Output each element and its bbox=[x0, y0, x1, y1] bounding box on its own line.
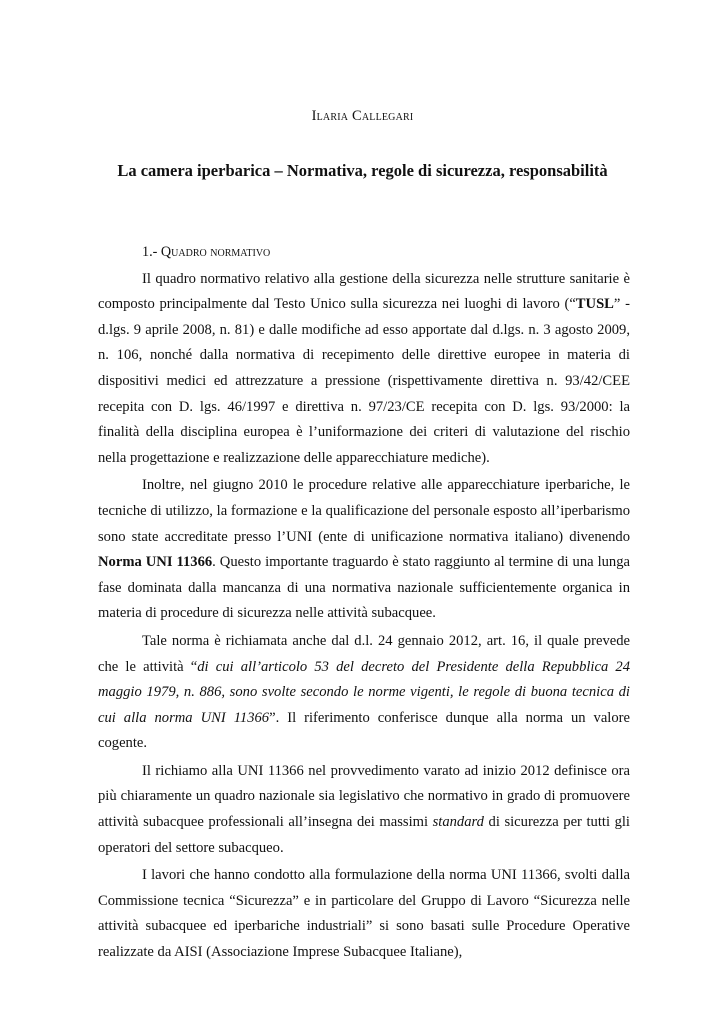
paragraph-3-italic-quote: di cui all’articolo 53 del decreto del Presidente della Repubblica 24 maggio 1979, n. 886, sono svolte secondo le norme vigenti, le regole di buona tecnica di cui alla norma UNI 11366 bbox=[98, 658, 631, 726]
paragraph-2-text-c: . Questo importante traguardo è stato raggiunto al termine di una lunga fase dominata dalla mancanza di una normativa nazionale sufficientemente organica in materia di procedure di sicurezza nelle attività subacquee. bbox=[98, 554, 630, 622]
paragraph-3-text-a: Tale norma è richiamata anche dal d.l. 24 gennaio 2012, art. 16, il quale prevede che le attività “ bbox=[98, 632, 630, 675]
section-heading: 1.- Quadro normativo bbox=[142, 244, 271, 260]
paragraph-3 bbox=[98, 629, 630, 757]
paragraph-1-text-a: Il quadro normativo relativo alla gestione della sicurezza nelle strutture sanitarie è composto principalmente dal Testo Unico sulla sicurezza nei luoghi di lavoro (“ bbox=[98, 270, 630, 313]
paragraph-1-text-c: ” - d.lgs. 9 aprile 2008, n. 81) e dalle modifiche ad esso apportate dal d.lgs. n. 3 agosto 2009, n. 106, nonché dalla normativa di recepimento delle direttive europee in materia di dispositivi medici ed attrezzature a pressione (rispettivamente direttiva n. 93/42/CEE recepita con D. lgs. 46/1997 e direttiva n. 97/23/CE recepita con D. lgs. 93/2000: la finalità della disciplina europea è l’uniformazione dei criteri di valutazione del rischio nella progettazione e realizzazione delle apparecchiature mediche). bbox=[98, 296, 630, 466]
document-body bbox=[98, 240, 630, 968]
paragraph-5: I lavori che hanno condotto alla formulazione della norma UNI 11366, svolti dalla Commissione tecnica “Sicurezza” e in particolare del Gruppo di Lavoro “Sicurezza nelle attività subacquee ed iperbariche industriali” si sono basati sulle Procedure Operative realizzate da AISI (Associazione Imprese Subacquee Italiane), bbox=[98, 867, 630, 961]
paragraph-2 bbox=[98, 473, 630, 627]
document-title: La camera iperbarica – Normativa, regole di sicurezza, responsabilità bbox=[117, 161, 608, 180]
author-name: Ilaria Callegari bbox=[311, 108, 414, 124]
paragraph-4-text-c: di sicurezza per tutti gli operatori del settore subacqueo. bbox=[98, 814, 630, 856]
paragraph-4-italic-standard: standard bbox=[432, 814, 484, 831]
paragraph-2-text-a: Inoltre, nel giugno 2010 le procedure relative alle apparecchiature iperbariche, le tecniche di utilizzo, la formazione e la qualificazione del personale esposto all’iperbarismo sono state accreditate presso l’UNI (ente di unificazione normativa italiano) divenendo bbox=[98, 477, 630, 545]
paragraph-4 bbox=[98, 759, 630, 861]
paragraph-3-text-c: ”. Il riferimento conferisce dunque alla norma un valore cogente. bbox=[98, 709, 630, 752]
paragraph-4-text-a: Il richiamo alla UNI 11366 nel provvedimento varato ad inizio 2012 definisce ora più chiaramente un quadro nazionale sia legislativo che normativo in grado di promuovere attività subacquee professionali all’insegna dei massimi bbox=[98, 762, 630, 831]
paragraph-2-bold-norma: Norma UNI 11366 bbox=[98, 554, 213, 571]
paragraph-1-bold-tusl: TUSL bbox=[575, 296, 614, 313]
paragraph-1 bbox=[98, 267, 630, 472]
